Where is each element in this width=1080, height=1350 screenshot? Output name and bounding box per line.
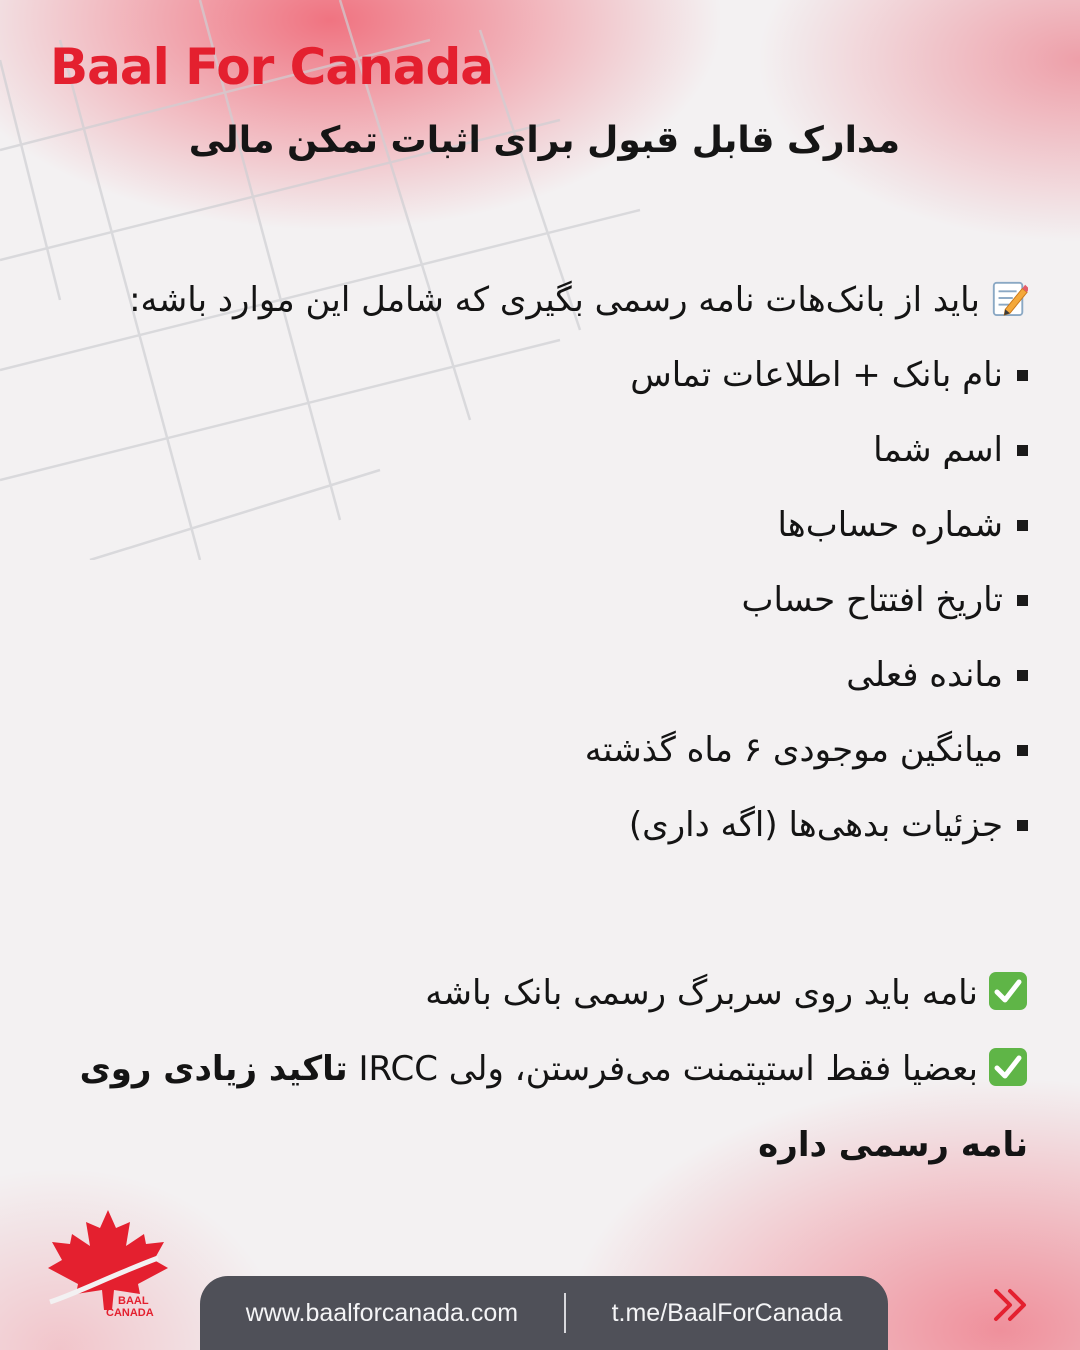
list-item: نام بانک + اطلاعات تماس (48, 338, 1028, 413)
logo-text-baal: BAAL (118, 1295, 149, 1307)
list-item: اسم شما (48, 413, 1028, 488)
notes-section (48, 955, 1028, 1183)
main-content (48, 262, 1028, 1183)
logo-text-canada: CANADA (106, 1307, 154, 1318)
list-item: میانگین موجودی ۶ ماه گذشته (48, 713, 1028, 788)
list-item: جزئیات بدهی‌ها (اگه داری) (48, 788, 1028, 863)
memo-pencil-icon (990, 279, 1028, 317)
emphasis-text: تاکید زیادی روی نامه رسمی داره (79, 1049, 1028, 1165)
bullet-square-icon (1017, 370, 1028, 381)
brand-name: Baal For Canada (50, 38, 493, 96)
bullet-square-icon (1017, 745, 1028, 756)
bullet-square-icon (1017, 595, 1028, 606)
bullet-square-icon (1017, 445, 1028, 456)
bullet-square-icon (1017, 820, 1028, 831)
telegram-link[interactable]: t.me/BaalForCanada (611, 1298, 843, 1327)
list-item: مانده فعلی (48, 638, 1028, 713)
intro-paragraph (48, 262, 1028, 338)
baal-canada-logo (40, 1206, 176, 1318)
footer-bar (200, 1276, 888, 1350)
check-mark-icon (988, 1047, 1028, 1087)
page-title: مدارک قابل قبول برای اثبات تمکن مالی (188, 120, 900, 161)
intro-text: باید از بانک‌هات نامه رسمی بگیری که شامل این موارد باشه: (129, 280, 980, 320)
website-link[interactable]: www.baalforcanada.com (245, 1298, 519, 1327)
note-statement: بعضیا فقط استیتمنت می‌فرستن، ولی IRCC تاکید زیادی روی نامه رسمی داره (79, 1049, 1028, 1165)
list-item: شماره حساب‌ها (48, 488, 1028, 563)
note-letterhead: نامه باید روی سربرگ رسمی بانک باشه (48, 955, 1028, 1031)
double-chevron-right-icon[interactable] (990, 1285, 1034, 1325)
check-mark-icon (988, 971, 1028, 1011)
bullet-square-icon (1017, 520, 1028, 531)
requirements-list (48, 338, 1028, 863)
list-item: تاریخ افتتاح حساب (48, 563, 1028, 638)
bullet-square-icon (1017, 670, 1028, 681)
